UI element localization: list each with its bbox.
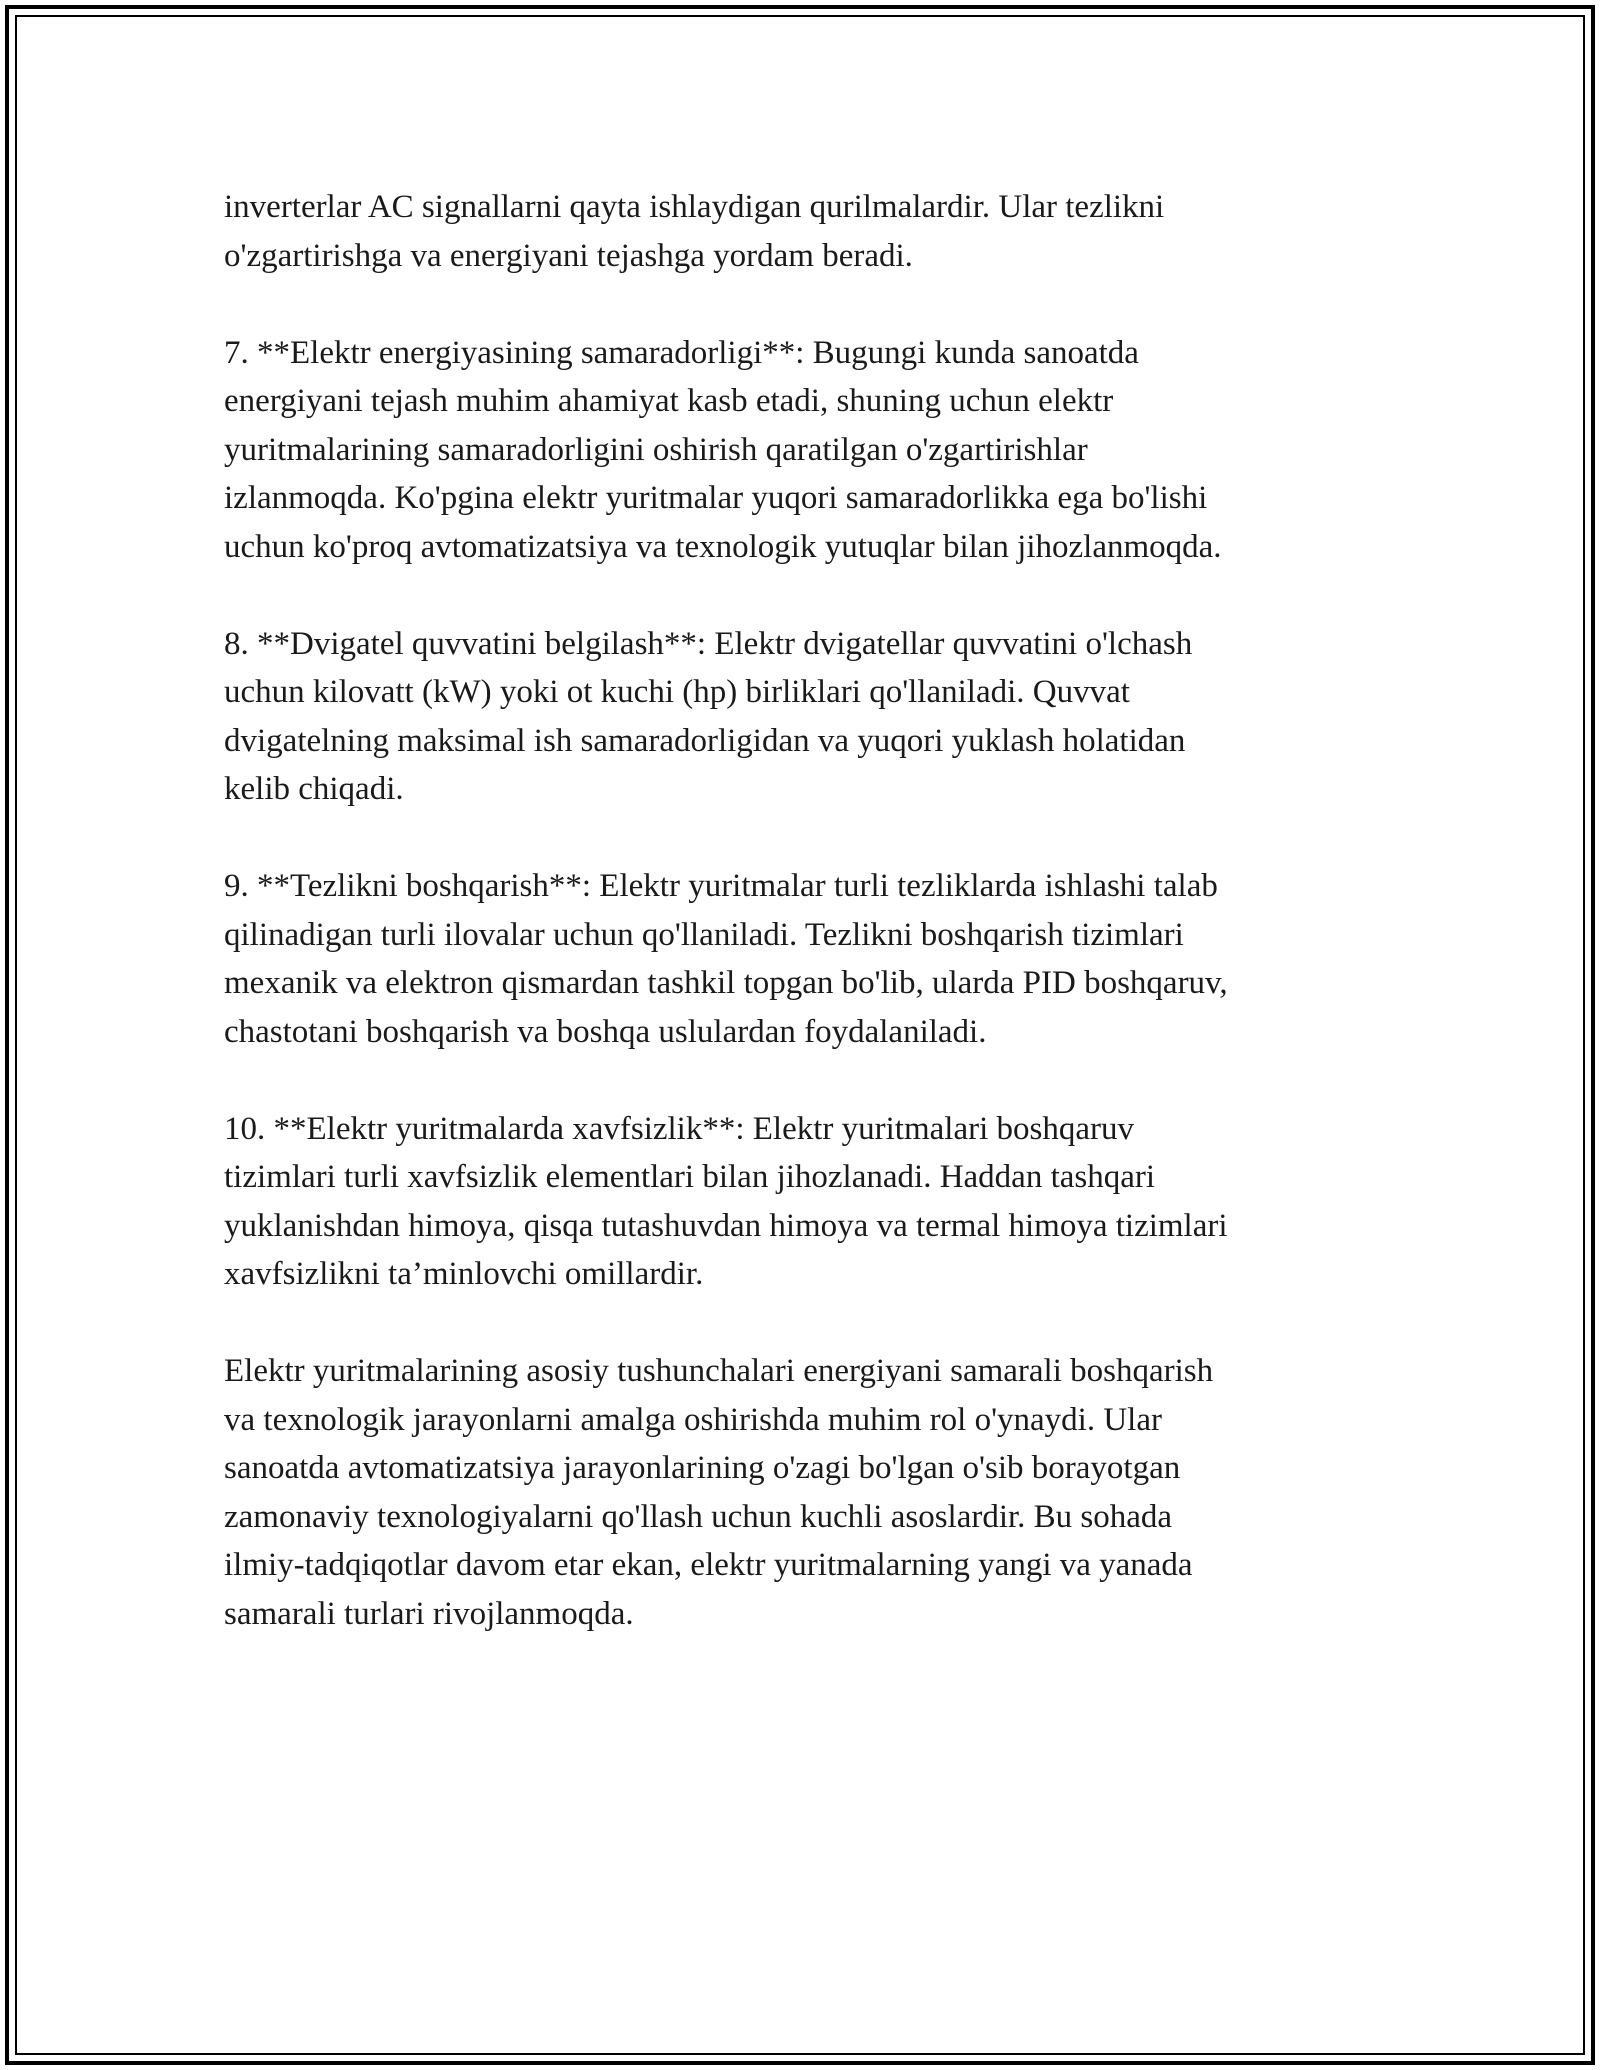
text-line: energiyani tejash muhim ahamiyat kasb etadi, shuning uchun elektr — [224, 383, 1114, 419]
text-line: uchun ko'proq avtomatizatsiya va texnologik yutuqlar bilan jihozlanmoqda. — [224, 528, 1222, 565]
paragraph-conclusion — [224, 1347, 1384, 1638]
paragraph-inverters-continued — [224, 183, 1384, 280]
paragraph-item-7-efficiency — [224, 329, 1384, 572]
document-body — [224, 183, 1384, 1687]
text-line: dvigatelning maksimal ish samaradorligidan va yuqori yuklash holatidan — [224, 722, 1186, 759]
text-line: o'zgartirishga va energiyani tejashga yordam beradi. — [224, 237, 913, 274]
text-line: chastotani boshqarish va boshqa uslulardan foydalaniladi. — [224, 1013, 987, 1050]
text-line: Elektr yuritmalarining asosiy tushunchalari energiyani samarali boshqarish — [224, 1353, 1214, 1389]
text-line: zamonaviy texnologiyalarni qo'llash uchun kuchli asoslardir. Bu sohada — [224, 1498, 1173, 1535]
text-line: 7. **Elektr energiyasining samaradorligi**: Bugungi kunda sanoatda — [224, 334, 1139, 371]
text-line: yuklanishdan himoya, qisqa tutashuvdan himoya va termal himoya tizimlari — [224, 1207, 1228, 1244]
text-line: inverterlar AC signallarni qayta ishlaydigan qurilmalardir. Ular tezlikni — [224, 189, 1165, 225]
text-line: yuritmalarining samaradorligini oshirish qaratilgan o'zgartirishlar — [224, 431, 1088, 468]
paragraph-item-10-safety — [224, 1105, 1384, 1299]
paragraph-item-8-motor-power — [224, 620, 1384, 814]
text-line: kelib chiqadi. — [224, 771, 404, 807]
text-line: qilinadigan turli ilovalar uchun qo'llaniladi. Tezlikni boshqarish tizimlari — [224, 916, 1184, 953]
text-line: 8. **Dvigatel quvvatini belgilash**: Elektr dvigatellar quvvatini o'lchash — [224, 625, 1193, 662]
text-line: 9. **Tezlikni boshqarish**: Elektr yuritmalar turli tezliklarda ishlashi talab — [224, 868, 1218, 904]
text-line: uchun kilovatt (kW) yoki ot kuchi (hp) birliklari qo'llaniladi. Quvvat — [224, 674, 1130, 710]
text-line: ilmiy-tadqiqotlar davom etar ekan, elektr yuritmalarning yangi va yanada — [224, 1547, 1193, 1583]
text-line: 10. **Elektr yuritmalarda xavfsizlik**: Elektr yuritmalari boshqaruv — [224, 1110, 1134, 1147]
text-line: xavfsizlikni ta’minlovchi omillardir. — [224, 1256, 704, 1292]
text-line: izlanmoqda. Ko'pgina elektr yuritmalar yuqori samaradorlikka ega bo'lishi — [224, 480, 1208, 516]
text-line: samarali turlari rivojlanmoqda. — [224, 1595, 634, 1632]
text-line: tizimlari turli xavfsizlik elementlari bilan jihozlanadi. Haddan tashqari — [224, 1159, 1156, 1195]
text-line: va texnologik jarayonlarni amalga oshirishda muhim rol o'ynaydi. Ular — [224, 1401, 1162, 1438]
paragraph-item-9-speed-control — [224, 862, 1384, 1056]
text-line: mexanik va elektron qismardan tashkil topgan bo'lib, ularda PID boshqaruv, — [224, 965, 1228, 1001]
text-line: sanoatda avtomatizatsiya jarayonlarining o'zagi bo'lgan o'sib borayotgan — [224, 1450, 1181, 1486]
